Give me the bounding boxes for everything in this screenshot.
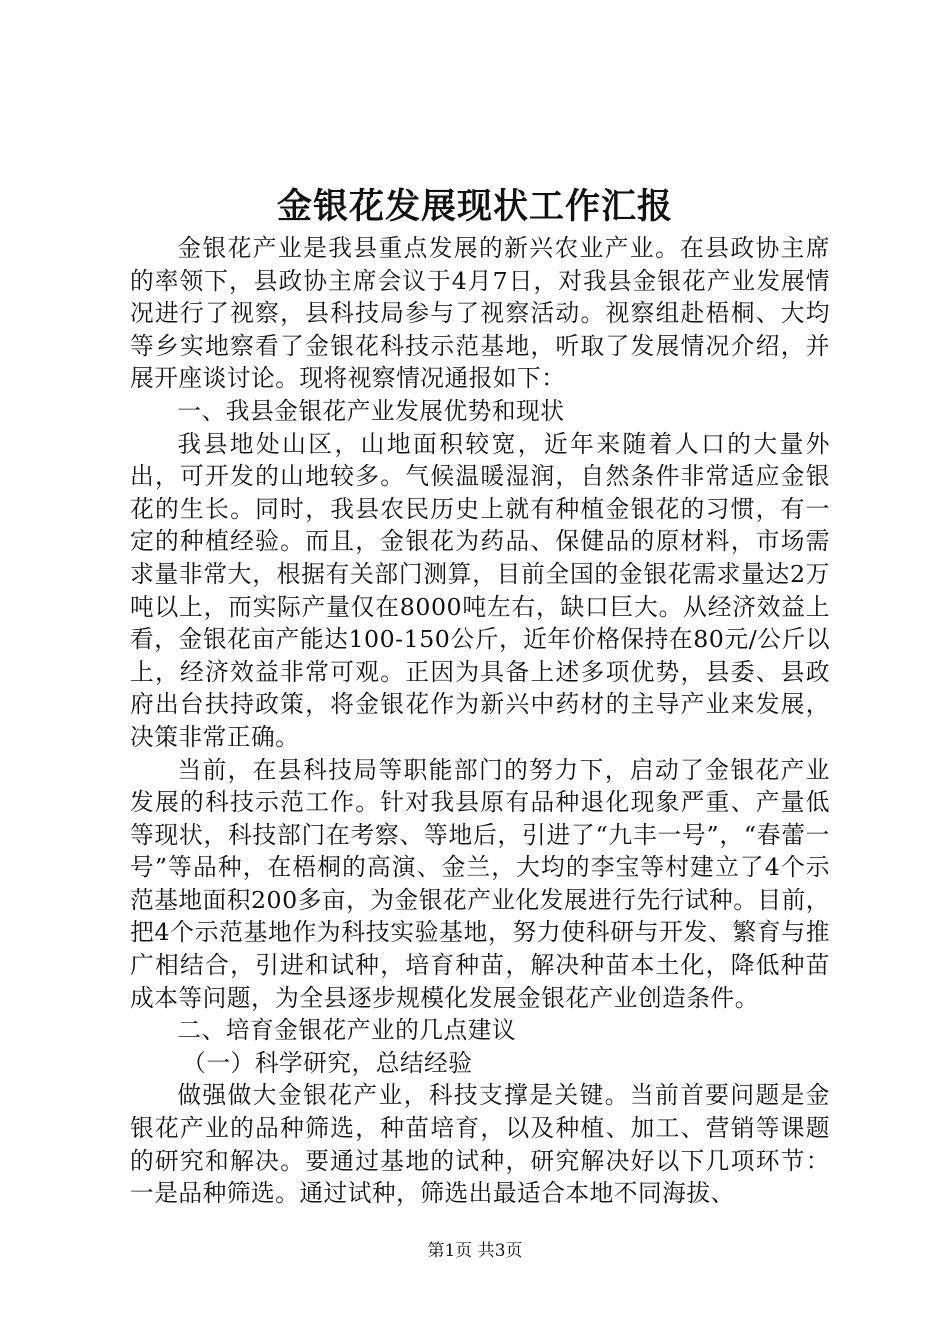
page-number-footer: 第1页 共3页 [427,1241,523,1261]
document-title: 金银花发展现状工作汇报 [276,186,673,227]
subsection-heading-1: （一）科学研究，总结经验 [182,1048,473,1077]
paragraph-intro: 金银花产业是我县重点发展的新兴农业产业。在县政协主席的率领下，县政协主席会议于4月7日，对我县金银花产业发展情况进行了视察，县科技局参与了视察活动。视察组赴梧桐、大均等乡实地察看了金银花科技示范基地，听取了发展情况介绍，并展开座谈讨论。现将视察情况通报如下： [130,234,830,393]
document-body [130,232,830,1210]
section-heading-1: 一、我县金银花产业发展优势和现状 [177,396,565,425]
paragraph-advantages: 我县地处山区，山地面积较宽，近年来随着人口的大量外出，可开发的山地较多。气候温暖湿润，自然条件非常适应金银花的生长。同时，我县农民历史上就有种植金银花的习惯，有一定的种植经验。而且，金银花为药品、保健品的原材料，市场需求量非常大，根据有关部门测算，目前全国的金银花需求量达2万吨以上，而实际产量仅在8000吨左右，缺口巨大。从经济效益上看，金银花亩产能达100-150公斤，近年价格保持在80元/公斤以上，经济效益非常可观。正因为具备上述多项优势，县委、县政府出台扶持政策，将金银花作为新兴中药材的主导产业来发展，决策非常正确。 [130,429,830,751]
section-heading-2: 二、培育金银花产业的几点建议 [177,1016,517,1045]
paragraph-current-work: 当前，在县科技局等职能部门的努力下，启动了金银花产业发展的科技示范工作。针对我县原有品种退化现象严重、产量低等现状，科技部门在考察、等地后，引进了“九丰一号”，“春蕾一号”等品种，在梧桐的高演、金兰，大均的李宝等村建立了4个示范基地面积200多亩，为金银花产业化发展进行先行试种。目前，把4个示范基地作为科技实验基地，努力使科研与开发、繁育与推广相结合，引进和试种，培育种苗，解决种苗本土化，降低种苗成本等问题，为全县逐步规模化发展金银花产业创造条件。 [130,755,830,1012]
paragraph-research: 做强做大金银花产业，科技支撑是关键。当前首要问题是金银花产业的品种筛选，种苗培育，以及种植、加工、营销等课题的研究和解决。要通过基地的试种，研究解决好以下几项环节：一是品种筛选。通过试种，筛选出最适合本地不同海拔、 [130,1081,830,1208]
